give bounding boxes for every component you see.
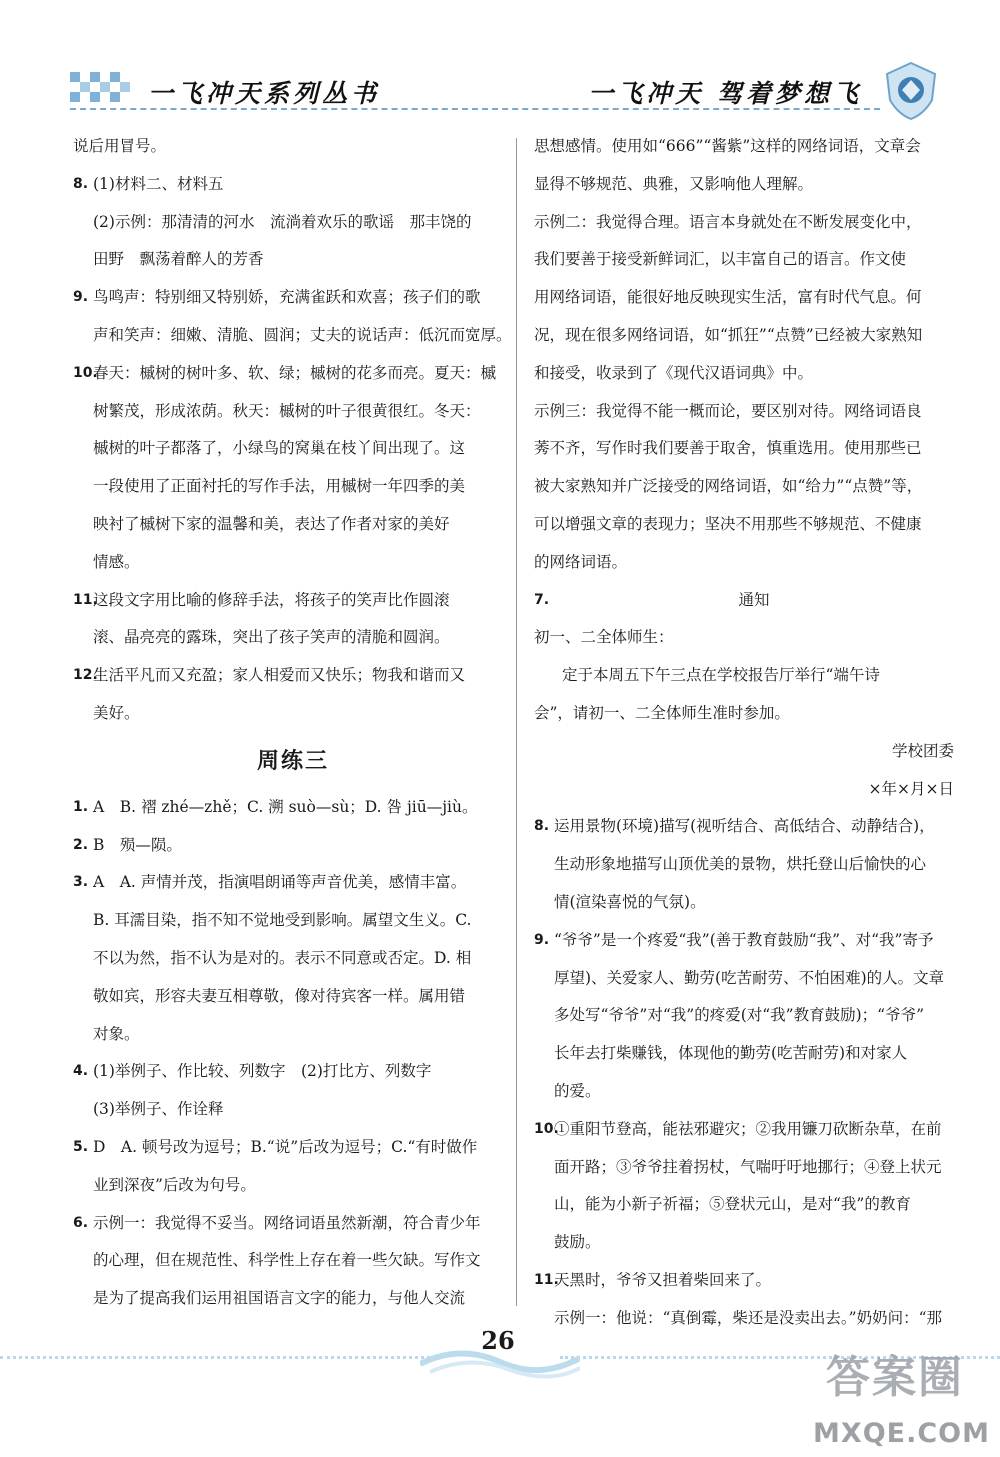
page-number: 26 [481,1326,515,1355]
answer-item-notice [534,582,954,620]
answer-line: A B. 褶 zhé—zhě；C. 溯 suò—sù；D. 咎 jiū—jiù。 [93,797,478,816]
answer-line: 这段文字用比喻的修辞手法，将孩子的笑声比作圆滚 [93,590,450,609]
answer-line: 可以增强文章的表现力；坚决不用那些不够规范、不健康 [534,514,922,533]
item-number: 11. [73,591,98,608]
item-number: 9. [534,931,550,948]
answer-line: (2)示例：那清清的河水 流淌着欢乐的歌谣 那丰饶的 [93,212,472,231]
item-number: 9. [73,289,89,306]
answer-line: 槭树的叶子都落了，小绿鸟的窝巢在枝丫间出现了。这 [93,439,466,458]
item-number: 2. [73,836,89,853]
answer-line: 鼓励。 [554,1233,601,1252]
item-number: 7. [534,591,550,608]
answer-line: 的心理，但在规范性、科学性上存在着一些欠缺。写作文 [93,1251,481,1270]
answer-line: 田野 飘荡着醉人的芳香 [93,250,264,269]
answer-line: 示例二：我觉得合理。语言本身就处在不断发展变化中， [534,212,922,231]
answer-line: A A. 声情并茂，指演唱朗诵等声音优美，感情丰富。 [93,873,467,892]
answer-line: 鸟鸣声：特别细又特别娇，充满雀跃和欢喜；孩子们的歌 [93,288,481,307]
answer-line: 的爱。 [554,1081,601,1100]
column-divider [516,138,517,1306]
notice-body-line: 定于本周五下午三点在学校报告厅举行“端午诗 [562,666,880,685]
answer-line: 美好。 [93,703,140,722]
notice-salutation: 初一、二全体师生： [534,628,674,647]
answer-line: 示例一：他说：“真倒霉，柴还是没卖出去。”奶奶问：“那 [554,1308,943,1327]
answer-line: 莠不齐，写作时我们要善于取舍，慎重选用。使用那些已 [534,439,922,458]
answer-item [73,789,513,827]
notice-body-line: 会”，请初一、二全体师生准时参加。 [534,703,790,722]
answer-item [73,827,513,865]
answer-line: 是为了提高我们运用祖国语言文字的能力，与他人交流 [93,1289,466,1308]
answer-line: 天黑时，爷爷又担着柴回来了。 [554,1270,772,1289]
item-number: 8. [73,175,89,192]
answer-item [73,166,513,279]
answer-line: ①重阳节登高，能祛邪避灾；②我用镰刀砍断杂草，在前 [554,1119,942,1138]
item-number: 6. [73,1214,89,1231]
answer-line: 生活平凡而又充盈；家人相爱而又快乐；物我和谐而又 [93,666,466,685]
answer-item [534,128,954,582]
notice-signature: 学校团委 [891,741,954,760]
answer-item [534,1111,954,1262]
section-title: 周练三 [256,748,329,774]
answer-item [73,279,513,355]
answer-line: 长年去打柴赚钱，体现他的勤劳(吃苦耐劳)和对家人 [554,1044,908,1063]
left-column [73,128,513,1318]
watermark-text: 答案圈 [826,1352,964,1403]
answer-line: 况，现在很多网络词语，如“抓狂”“点赞”已经被大家熟知 [534,325,923,344]
answer-line: 显得不够规范、典雅，又影响他人理解。 [534,174,814,193]
answer-line: 不以为然，指不认为是对的。表示不同意或否定。D. 相 [93,948,472,967]
answer-line: 业到深夜”后改为句号。 [93,1175,256,1194]
answer-line: 的网络词语。 [534,552,628,571]
footer-dotted-rule [0,1356,430,1359]
answer-line: 山，能为小新子祈福；⑤登状元山，是对“我”的教育 [554,1195,911,1214]
item-number: 8. [534,818,550,835]
item-number: 10. [73,364,98,381]
answer-line: (3)举例子、作诠释 [93,1100,224,1119]
answer-line: 用网络词语，能很好地反映现实生活，富有时代气息。何 [534,288,922,307]
answer-item [73,1053,513,1129]
answer-line: 说后用冒号。 [73,137,167,155]
answer-line: B 殒—陨。 [93,835,182,854]
answer-line: 示例三：我觉得不能一概而论，要区别对待。网络词语良 [534,401,922,420]
answer-item [73,355,513,582]
answer-line: 面开路；③爷爷拄着拐杖，气喘吁吁地挪行；④登上状元 [554,1157,942,1176]
answer-line: (1)材料二、材料五 [93,174,224,193]
answer-item [534,808,954,921]
notice-title: 通知 [738,590,770,609]
answer-line: “爷爷”是一个疼爱“我”(善于教育鼓励“我”、对“我”寄予 [554,930,934,949]
answer-item [73,657,513,733]
item-number: 4. [73,1063,89,1080]
notice-date: ×年×月×日 [868,779,954,798]
answer-line: 厚望)、关爱家人、勤劳(吃苦耐劳、不怕困难)的人。文章 [554,968,945,987]
answer-line: 情(渲染喜悦的气氛)。 [554,892,706,911]
answer-line: 多处写“爷爷”对“我”的疼爱(对“我”教育鼓励)；“爷爷” [554,1006,924,1025]
answer-item [534,922,954,1111]
answer-line: 滚、晶亮亮的露珠，突出了孩子笑声的清脆和圆润。 [93,628,450,647]
answer-line: 示例一：我觉得不妥当。网络词语虽然新潮，符合青少年 [93,1213,481,1232]
watermark-logo [782,1341,992,1451]
item-number: 12. [73,667,98,684]
answer-line: 敬如宾，形容夫妻互相尊敬，像对待宾客一样。属用错 [93,986,466,1005]
answer-line: 对象。 [93,1024,140,1043]
item-number: 11. [534,1271,559,1288]
item-number: 10. [534,1120,559,1137]
watermark-url: MXQE.COM [813,1418,990,1449]
answer-line: 树繁茂，形成浓荫。秋天：槭树的叶子很黄很红。冬天： [93,401,481,420]
answer-line: 映衬了槭树下家的温馨和美，表达了作者对家的美好 [93,514,450,533]
answer-item [73,864,513,1053]
answer-line: 春天：槭树的树叶多、软、绿；槭树的花多而亮。夏天：槭 [93,363,497,382]
answer-line: 情感。 [93,552,140,571]
answer-line: 声和笑声：细嫩、清脆、圆润；丈夫的说话声：低沉而宽厚。 [93,325,512,344]
answer-line: D A. 顿号改为逗号；B.“说”后改为逗号；C.“有时做作 [93,1137,478,1156]
answer-item [73,1205,513,1318]
answer-line: 生动形象地描写山顶优美的景物，烘托登山后愉快的心 [554,855,927,874]
header-slogan: 一飞冲天 驾着梦想飞 [588,79,862,108]
item-number: 5. [73,1138,89,1155]
item-number: 3. [73,874,89,891]
answer-line: 和接受，收录到了《现代汉语词典》中。 [534,363,814,382]
answer-line: B. 耳濡目染，指不知不觉地受到影响。属望文生义。C. [93,911,472,930]
emblem-icon [880,60,942,122]
answer-item [73,582,513,658]
answer-line: 一段使用了正面衬托的写作手法，用槭树一年四季的美 [93,477,466,496]
answer-line: 运用景物(环境)描写(视听结合、高低结合、动静结合)， [554,817,935,836]
series-title: 一飞冲天系列丛书 [148,79,381,108]
item-number: 1. [73,798,89,815]
answer-line: 我们要善于接受新鲜词汇，以丰富自己的语言。作文使 [534,250,907,269]
answer-item [73,1129,513,1205]
answer-line: 思想感情。使用如“666”“酱紫”这样的网络词语，文章会 [534,137,921,155]
right-column [534,128,954,1338]
page-header [0,60,1000,130]
answer-line: (1)举例子、作比较、列数字 (2)打比方、列数字 [93,1062,432,1081]
answer-line: 被大家熟知并广泛接受的网络词语，如“给力”“点赞”等， [534,477,923,496]
answer-item [73,128,513,166]
